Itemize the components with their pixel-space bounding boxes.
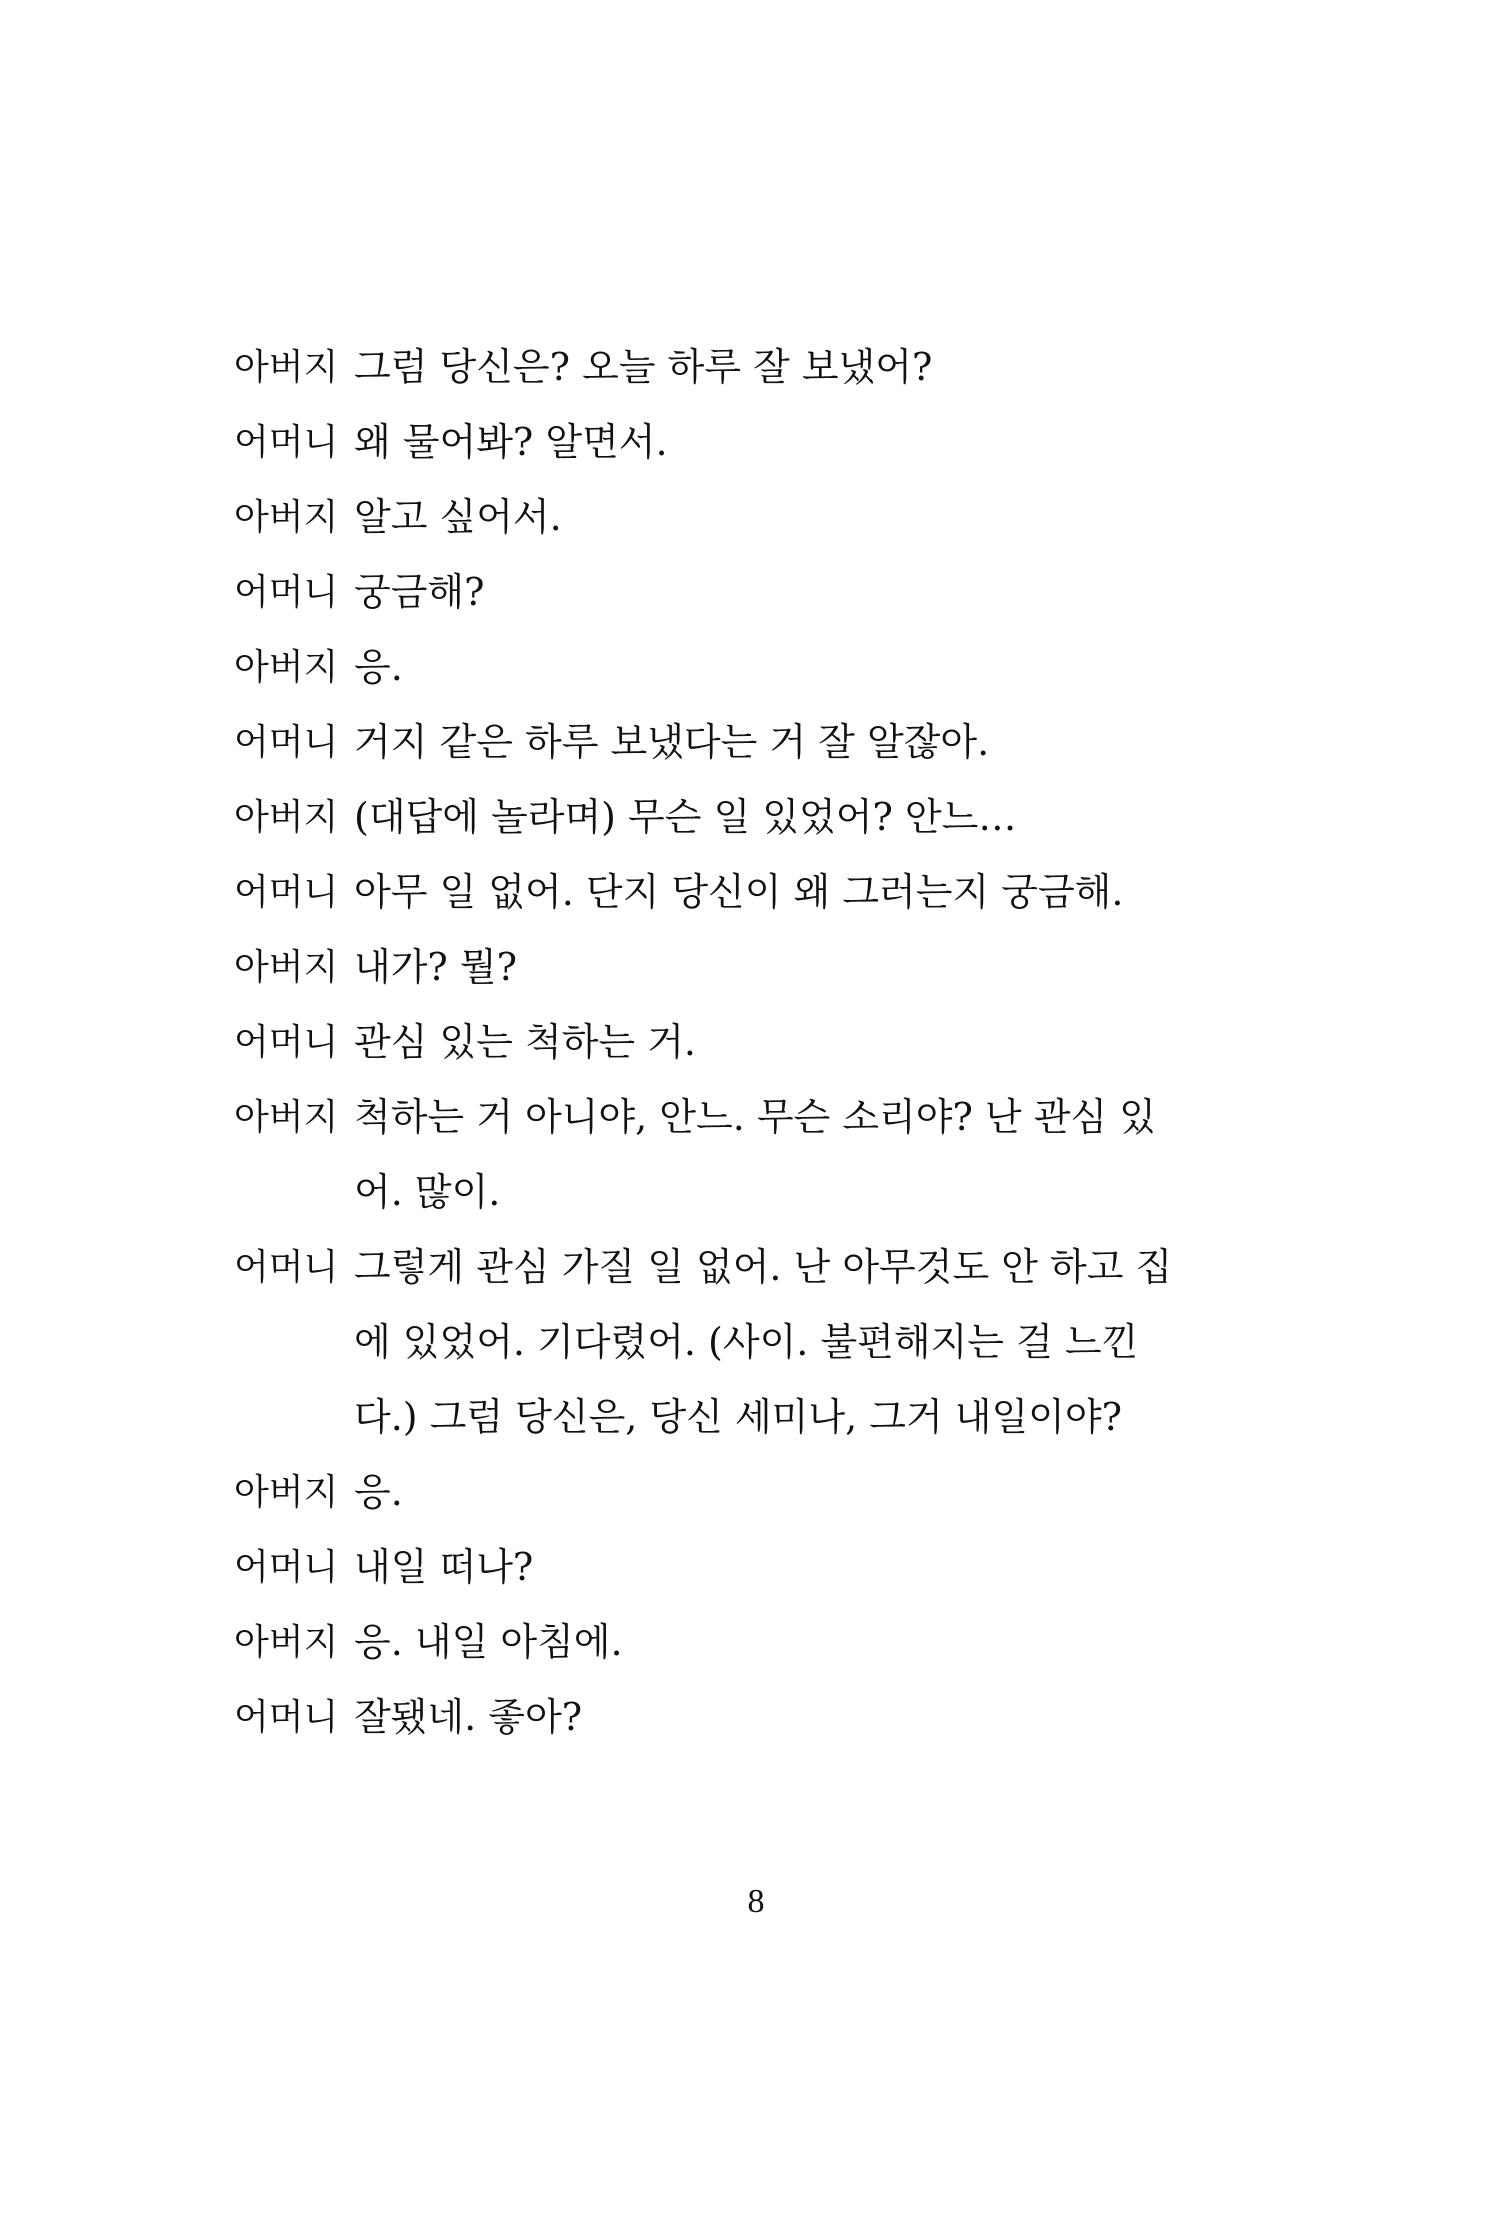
speech-line: 척하는 거 아니야, 안느. 무슨 소리야? 난 관심 있 xyxy=(354,1095,1156,1139)
dialogue-line xyxy=(234,330,1234,405)
speech-line: 잘됐네. 좋아? xyxy=(354,1695,583,1739)
dialogue-line xyxy=(234,1005,1234,1080)
speech-text xyxy=(354,780,1234,855)
speaker-name: 아버지 xyxy=(234,1472,339,1513)
speech-line: 거지 같은 하루 보냈다는 거 잘 알잖아. xyxy=(354,720,990,764)
speaker-name: 아버지 xyxy=(234,647,339,688)
speech-line: 그렇게 관심 가질 일 없어. 난 아무것도 안 하고 집 xyxy=(354,1245,1173,1289)
speaker-name: 어머니 xyxy=(234,1697,339,1738)
speaker-name: 어머니 xyxy=(234,1247,339,1288)
speech-line: 그럼 당신은? 오늘 하루 잘 보냈어? xyxy=(354,345,933,389)
speech-text xyxy=(354,1680,1234,1755)
page-number: 8 xyxy=(747,1883,765,1920)
dialogue-line xyxy=(234,1080,1234,1230)
dialogue-line xyxy=(234,1530,1234,1605)
speech-text xyxy=(354,630,1234,705)
speaker-name: 아버지 xyxy=(234,497,339,538)
speech-line: 응. xyxy=(354,645,403,689)
speech-text xyxy=(354,930,1234,1005)
dialogue-line xyxy=(234,555,1234,630)
dialogue-line xyxy=(234,480,1234,555)
speech-text xyxy=(354,1005,1234,1080)
speaker-name: 어머니 xyxy=(234,1022,339,1063)
speaker-name: 어머니 xyxy=(234,722,339,763)
speaker-name: 어머니 xyxy=(234,572,339,613)
dialogue-line xyxy=(234,780,1234,855)
speech-line: 내가? 뭘? xyxy=(354,945,517,989)
speech-text xyxy=(354,405,1234,480)
dialogue-line xyxy=(234,930,1234,1005)
speech-text xyxy=(354,1605,1234,1680)
speech-text xyxy=(354,330,1234,405)
dialogue-line xyxy=(234,705,1234,780)
speech-text xyxy=(354,1080,1234,1230)
speech-text xyxy=(354,1455,1234,1530)
dialogue-block xyxy=(234,330,1234,1755)
speech-line: 에 있었어. 기다렸어. (사이. 불편해지는 걸 느낀 xyxy=(354,1320,1139,1364)
dialogue-line xyxy=(234,1455,1234,1530)
speech-line: 내일 떠나? xyxy=(354,1545,534,1589)
speaker-name: 아버지 xyxy=(234,1622,339,1663)
speech-line: 응. 내일 아침에. xyxy=(354,1620,623,1664)
dialogue-line xyxy=(234,1680,1234,1755)
speech-text xyxy=(354,555,1234,630)
speaker-name: 어머니 xyxy=(234,422,339,463)
dialogue-line xyxy=(234,405,1234,480)
speech-line: 다.) 그럼 당신은, 당신 세미나, 그거 내일이야? xyxy=(354,1395,1122,1439)
speech-line: 어. 많이. xyxy=(354,1170,501,1214)
speech-line: 아무 일 없어. 단지 당신이 왜 그러는지 궁금해. xyxy=(354,870,1124,914)
speech-text xyxy=(354,1230,1234,1455)
speech-text xyxy=(354,705,1234,780)
speaker-name: 아버지 xyxy=(234,347,339,388)
speech-text xyxy=(354,1530,1234,1605)
speech-line: 궁금해? xyxy=(354,570,485,614)
speaker-name: 아버지 xyxy=(234,797,339,838)
dialogue-line xyxy=(234,1605,1234,1680)
speech-line: 왜 물어봐? 알면서. xyxy=(354,420,668,464)
speaker-name: 어머니 xyxy=(234,1547,339,1588)
dialogue-line xyxy=(234,855,1234,930)
speaker-name: 아버지 xyxy=(234,1097,339,1138)
speech-line: 응. xyxy=(354,1470,403,1514)
speaker-name: 아버지 xyxy=(234,947,339,988)
dialogue-line xyxy=(234,1230,1234,1455)
speech-line: (대답에 놀라며) 무슨 일 있었어? 안느… xyxy=(354,795,1017,839)
speech-text xyxy=(354,480,1234,555)
dialogue-line xyxy=(234,630,1234,705)
speech-text xyxy=(354,855,1234,930)
speech-line: 알고 싶어서. xyxy=(354,495,562,539)
speech-line: 관심 있는 척하는 거. xyxy=(354,1020,696,1064)
speaker-name: 어머니 xyxy=(234,872,339,913)
